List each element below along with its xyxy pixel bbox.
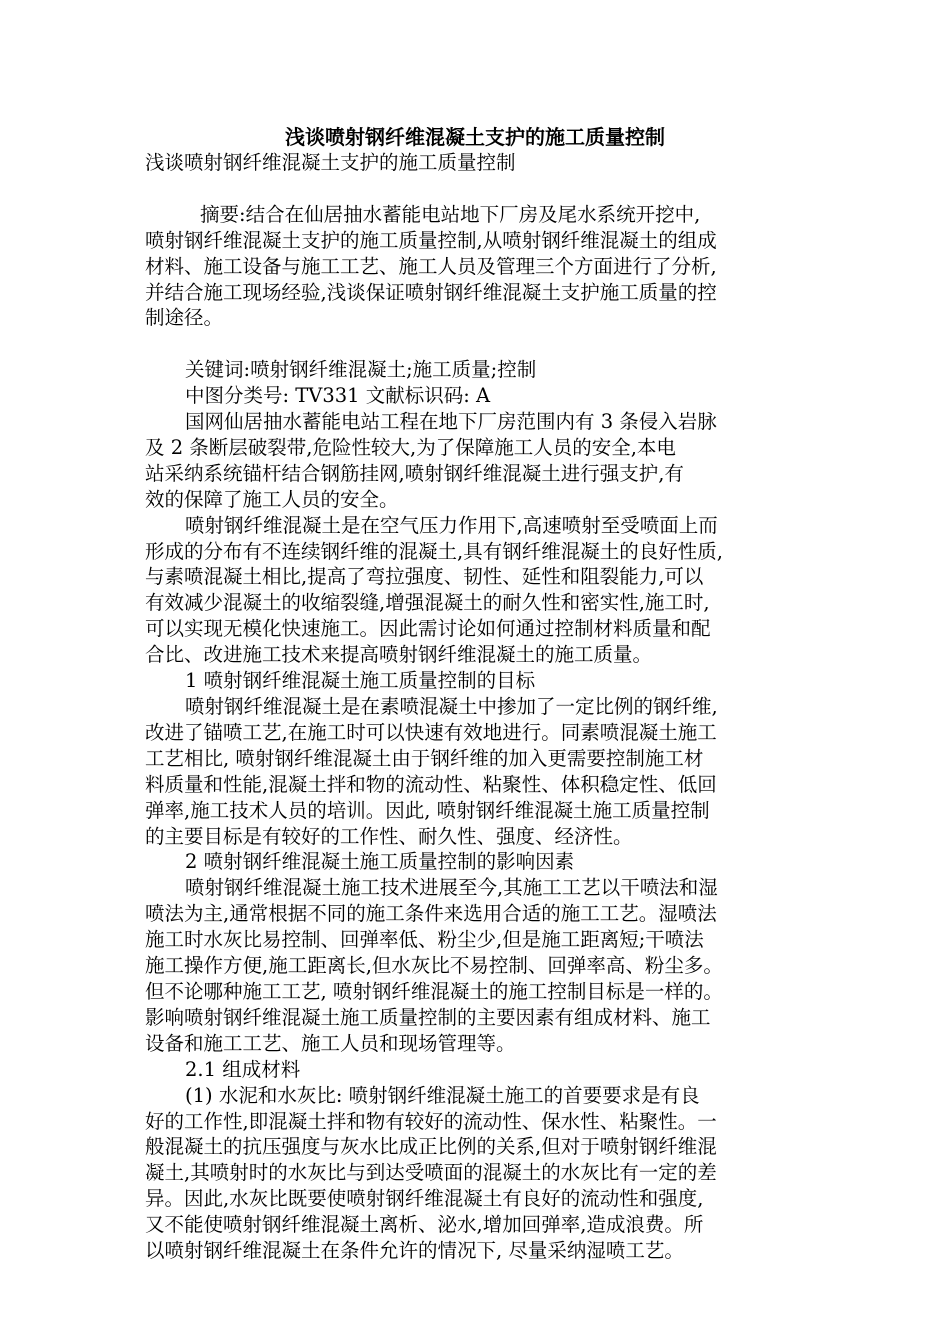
- paragraph-line: 弹率,施工技术人员的培训。因此, 喷射钢纤维混凝土施工质量控制: [145, 798, 710, 822]
- paragraph-line: 般混凝土的抗压强度与灰水比成正比例的关系,但对于喷射钢纤维混: [145, 1135, 717, 1159]
- document-body: [145, 150, 815, 1264]
- paragraph-line: 喷法为主,通常根据不同的施工条件来选用合适的施工工艺。湿喷法: [145, 902, 717, 926]
- paragraph-line: 喷射钢纤维混凝土施工技术进展至今,其施工工艺以干喷法和湿: [185, 876, 718, 900]
- paragraph-line: 喷射钢纤维混凝土是在素喷混凝土中掺加了一定比例的钢纤维,: [185, 695, 718, 718]
- paragraph-line: 的主要目标是有较好的工作性、耐久性、强度、经济性。: [145, 824, 633, 848]
- abstract-line: 并结合施工现场经验,浅谈保证喷射钢纤维混凝土支护施工质量的控: [145, 280, 717, 304]
- abstract-line: 制途径。: [145, 306, 224, 330]
- paragraph-line: 与素喷混凝土相比,提高了弯拉强度、韧性、延性和阻裂能力,可以: [145, 565, 704, 589]
- paragraph-line: 影响喷射钢纤维混凝土施工质量控制的主要因素有组成材料、施工: [145, 1005, 711, 1029]
- paragraph: [145, 409, 815, 513]
- paragraph: [145, 1083, 815, 1264]
- paragraph-line: 施工时水灰比易控制、回弹率低、粉尘少,但是施工距离短;干喷法: [145, 928, 704, 952]
- abstract: [145, 202, 815, 332]
- paragraph-line: 设备和施工工艺、施工人员和现场管理等。: [145, 1031, 516, 1055]
- paragraph-line: (1) 水泥和水灰比: 喷射钢纤维混凝土施工的首要要求是有良: [185, 1083, 700, 1107]
- paragraph-line: 站采纳系统锚杆结合钢筋挂网,喷射钢纤维混凝土进行强支护,有: [145, 461, 684, 485]
- paragraph-line: 国网仙居抽水蓄能电站工程在地下厂房范围内有 3 条侵入岩脉: [185, 410, 717, 434]
- abstract-line: 材料、施工设备与施工工艺、施工人员及管理三个方面进行了分析,: [145, 254, 717, 278]
- abstract-line: 喷射钢纤维混凝土支护的施工质量控制,从喷射钢纤维混凝土的组成: [145, 228, 717, 252]
- paragraph: [145, 875, 815, 1056]
- section-heading: 1 喷射钢纤维混凝土施工质量控制的目标: [185, 669, 536, 693]
- paragraph-line: 又不能使喷射钢纤维混凝土离析、泌水,增加回弹率,造成浪费。所: [145, 1213, 704, 1237]
- paragraph-line: 合比、改进施工技术来提高喷射钢纤维混凝土的施工质量。: [145, 643, 653, 667]
- document-subtitle: 浅谈喷射钢纤维混凝土支护的施工质量控制: [145, 151, 516, 174]
- paragraph-line: 凝土,其喷射时的水灰比与到达受喷面的混凝土的水灰比有一定的差: [145, 1161, 717, 1185]
- paragraph-line: 有效减少混凝土的收缩裂缝,增强混凝土的耐久性和密实性,施工时,: [145, 591, 710, 615]
- paragraph-line: 施工操作方便,施工距离长,但水灰比不易控制、回弹率高、粉尘多。: [145, 954, 723, 978]
- paragraph-line: 异。因此,水灰比既要使喷射钢纤维混凝土有良好的流动性和强度,: [145, 1187, 704, 1211]
- paragraph-line: 喷射钢纤维混凝土是在空气压力作用下,高速喷射至受喷面上而: [185, 513, 718, 537]
- paragraph-line: 但不论哪种施工工艺, 喷射钢纤维混凝土的施工控制目标是一样的。: [145, 979, 723, 1003]
- section-heading: 2 喷射钢纤维混凝土施工质量控制的影响因素: [185, 850, 575, 874]
- paragraph: [145, 694, 815, 849]
- paragraph-line: 效的保障了施工人员的安全。: [145, 487, 399, 511]
- keywords: 关键词:喷射钢纤维混凝土;施工质量;控制: [185, 358, 537, 382]
- paragraph-line: 形成的分布有不连续钢纤维的混凝土,具有钢纤维混凝土的良好性质,: [145, 539, 723, 563]
- paragraph-line: 以喷射钢纤维混凝土在条件允许的情况下, 尽量采纳湿喷工艺。: [145, 1239, 684, 1263]
- paragraph-line: 可以实现无模化快速施工。因此需讨论如何通过控制材料质量和配: [145, 617, 711, 641]
- subsection-heading: 2.1 组成材料: [185, 1057, 301, 1081]
- classification: 中图分类号: TV331 文献标识码: A: [185, 384, 491, 408]
- paragraph-line: 好的工作性,即混凝土拌和物有较好的流动性、保水性、粘聚性。一: [145, 1109, 717, 1133]
- paragraph-line: 改进了锚喷工艺,在施工时可以快速有效地进行。同素喷混凝土施工: [145, 720, 717, 744]
- paragraph: [145, 513, 815, 668]
- abstract-line: 摘要:结合在仙居抽水蓄能电站地下厂房及尾水系统开挖中,: [200, 202, 701, 226]
- document-title: 浅谈喷射钢纤维混凝土支护的施工质量控制: [285, 125, 665, 149]
- paragraph-line: 料质量和性能,混凝土拌和物的流动性、粘聚性、体积稳定性、低回: [145, 772, 717, 796]
- paragraph-line: 工艺相比, 喷射钢纤维混凝土由于钢纤维的加入更需要控制施工材: [145, 746, 704, 770]
- paragraph-line: 及 2 条断层破裂带,危险性较大,为了保障施工人员的安全,本电: [145, 435, 676, 459]
